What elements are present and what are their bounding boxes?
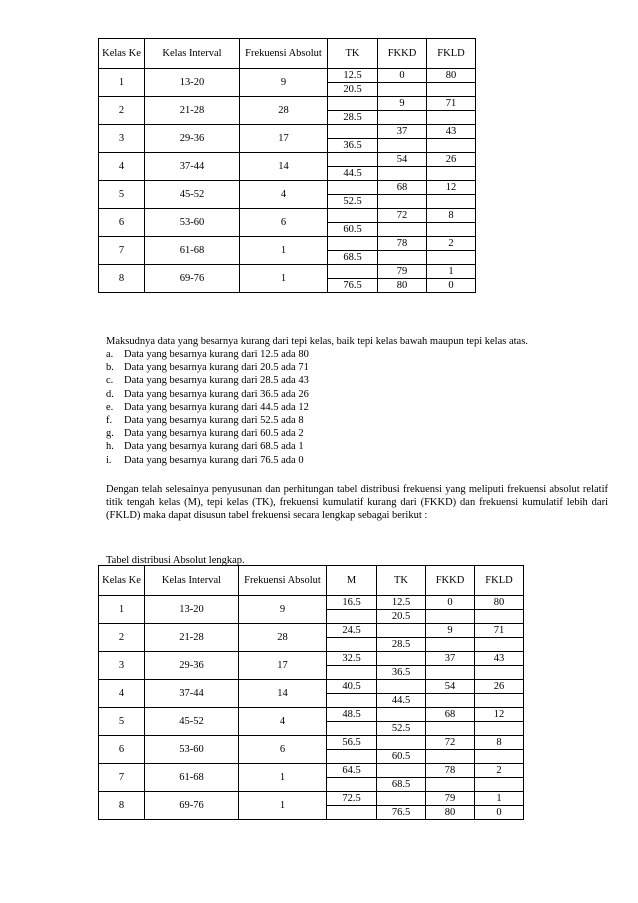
table-row [99, 764, 524, 778]
list-item [106, 374, 608, 387]
table-row [99, 181, 476, 195]
cell-fkld: 12 [427, 181, 476, 195]
cell-tk-top [328, 209, 378, 223]
list-item [106, 388, 608, 401]
cell-interval: 21-28 [145, 624, 239, 652]
cell-fkkd-empty [378, 195, 427, 209]
cell-frekuensi: 4 [240, 181, 328, 209]
cell-fkkd-empty [426, 778, 475, 792]
cell-tk-bottom: 60.5 [328, 223, 378, 237]
cell-fkld: 1 [475, 792, 524, 806]
cell-fkld: 12 [475, 708, 524, 722]
list-text: Data yang besarnya kurang dari 12.5 ada 80 [124, 349, 309, 360]
cell-fkkd-empty [378, 111, 427, 125]
cell-frekuensi: 1 [239, 792, 327, 820]
cell-tk-top [328, 181, 378, 195]
cell-fkld: 80 [475, 596, 524, 610]
cell-fkkd: 79 [378, 265, 427, 279]
cell-fkkd-final: 80 [426, 806, 475, 820]
header-frekuensi: Frekuensi Absolut [240, 39, 328, 69]
cell-fkkd: 72 [426, 736, 475, 750]
table-row [99, 680, 524, 694]
cell-fkld: 80 [427, 69, 476, 83]
cell-fkkd: 9 [378, 97, 427, 111]
cell-m: 56.5 [327, 736, 377, 750]
cell-tk-bottom: 76.5 [377, 806, 426, 820]
list-marker: h. [106, 441, 114, 453]
cell-tk-bottom: 68.5 [377, 778, 426, 792]
cell-frekuensi: 1 [240, 265, 328, 293]
list-item [106, 414, 608, 427]
list-marker: i. [106, 454, 112, 466]
cell-fkld-empty [427, 83, 476, 97]
table-header-row [99, 39, 476, 69]
cell-tk-bottom: 20.5 [328, 83, 378, 97]
cell-tk-top [328, 125, 378, 139]
cell-interval: 69-76 [145, 265, 240, 293]
cell-fkkd: 68 [378, 181, 427, 195]
cell-fkld-empty [427, 223, 476, 237]
cell-m-empty [327, 750, 377, 764]
table-row [99, 624, 524, 638]
cell-fkkd-empty [378, 167, 427, 181]
cell-tk-top [328, 237, 378, 251]
header-fkld: FKLD [475, 566, 524, 596]
cell-kelas: 6 [99, 209, 145, 237]
cell-tk-top [377, 736, 426, 750]
cell-fkld: 8 [475, 736, 524, 750]
cell-fkkd-empty [378, 223, 427, 237]
header-frekuensi: Frekuensi Absolut [239, 566, 327, 596]
cell-kelas: 3 [99, 652, 145, 680]
list-text: Data yang besarnya kurang dari 52.5 ada 8 [124, 414, 304, 426]
cell-frekuensi: 4 [239, 708, 327, 736]
cell-fkkd-empty [378, 83, 427, 97]
cell-fkld: 1 [427, 265, 476, 279]
cell-fkkd: 78 [378, 237, 427, 251]
cell-interval: 21-28 [145, 97, 240, 125]
cell-kelas: 6 [99, 736, 145, 764]
cell-fkkd-empty [426, 638, 475, 652]
cell-tk-top: 12.5 [328, 69, 378, 83]
cell-fkkd-empty [426, 750, 475, 764]
cell-kelas: 5 [99, 708, 145, 736]
list-text: Data yang besarnya kurang dari 28.5 ada 43 [124, 375, 309, 387]
cell-tk-top [377, 764, 426, 778]
cell-m-empty [327, 638, 377, 652]
cell-interval: 13-20 [145, 69, 240, 97]
cell-fkld-empty [427, 111, 476, 125]
cell-m: 40.5 [327, 680, 377, 694]
cell-fkld: 26 [475, 680, 524, 694]
cell-fkld-empty [427, 139, 476, 153]
list-marker: f. [106, 414, 113, 426]
cell-kelas: 1 [99, 596, 145, 624]
cell-fkld: 2 [427, 237, 476, 251]
list-item [106, 348, 608, 361]
cell-kelas: 7 [99, 764, 145, 792]
cell-m-empty [327, 610, 377, 624]
cell-frekuensi: 17 [239, 652, 327, 680]
list-item [106, 361, 608, 374]
cell-frekuensi: 1 [240, 237, 328, 265]
cell-interval: 45-52 [145, 708, 239, 736]
cell-frekuensi: 17 [240, 125, 328, 153]
cell-interval: 69-76 [145, 792, 239, 820]
cell-frekuensi: 9 [240, 69, 328, 97]
list-text: Data yang besarnya kurang dari 36.5 ada 26 [124, 388, 309, 400]
cell-tk-bottom: 36.5 [377, 666, 426, 680]
cell-fkkd: 78 [426, 764, 475, 778]
cell-interval: 37-44 [145, 153, 240, 181]
cell-fkld-empty [475, 722, 524, 736]
table-row [99, 792, 524, 806]
list-item [106, 427, 608, 440]
cell-fkkd: 37 [378, 125, 427, 139]
cell-tk-top [377, 680, 426, 694]
cell-fkld-empty [475, 666, 524, 680]
cell-frekuensi: 14 [240, 153, 328, 181]
cell-frekuensi: 14 [239, 680, 327, 708]
cell-tk-top [328, 97, 378, 111]
cell-tk-bottom: 44.5 [377, 694, 426, 708]
list-text: Data yang besarnya kurang dari 44.5 ada 12 [124, 401, 309, 413]
cell-m: 32.5 [327, 652, 377, 666]
cell-fkld: 43 [427, 125, 476, 139]
boundary-list [106, 348, 608, 467]
cell-m: 24.5 [327, 624, 377, 638]
cell-fkkd: 0 [378, 69, 427, 83]
list-text: Data yang besarnya kurang dari 68.5 ada 1 [124, 441, 304, 453]
cell-fkld: 2 [475, 764, 524, 778]
frequency-table-1 [98, 38, 476, 293]
cell-frekuensi: 6 [240, 209, 328, 237]
cell-frekuensi: 28 [240, 97, 328, 125]
cell-fkld-empty [475, 610, 524, 624]
cell-fkkd-empty [378, 251, 427, 265]
cell-fkld-final: 0 [427, 279, 476, 293]
cell-tk-bottom: 44.5 [328, 167, 378, 181]
cell-fkkd: 9 [426, 624, 475, 638]
cell-kelas: 4 [99, 153, 145, 181]
cell-fkld: 26 [427, 153, 476, 167]
cell-tk-top [328, 153, 378, 167]
table-row [99, 97, 476, 111]
table2-caption: Tabel distribusi Absolut lengkap. [106, 555, 245, 566]
cell-tk-bottom: 52.5 [328, 195, 378, 209]
cell-tk-top: 12.5 [377, 596, 426, 610]
cell-tk-bottom: 20.5 [377, 610, 426, 624]
table-row [99, 265, 476, 279]
cell-fkld: 71 [427, 97, 476, 111]
cell-tk-top [328, 265, 378, 279]
header-fkkd: FKKD [426, 566, 475, 596]
cell-tk-top [377, 652, 426, 666]
cell-fkld-empty [475, 638, 524, 652]
cell-kelas: 3 [99, 125, 145, 153]
cell-kelas: 1 [99, 69, 145, 97]
cell-m: 48.5 [327, 708, 377, 722]
table-row [99, 237, 476, 251]
list-text: Data yang besarnya kurang dari 20.5 ada 71 [124, 362, 309, 374]
cell-frekuensi: 6 [239, 736, 327, 764]
header-fkkd: FKKD [378, 39, 427, 69]
cell-fkld: 8 [427, 209, 476, 223]
cell-tk-bottom: 76.5 [328, 279, 378, 293]
list-text: Data yang besarnya kurang dari 60.5 ada 2 [124, 428, 304, 440]
cell-m-empty [327, 806, 377, 820]
cell-fkld-empty [475, 750, 524, 764]
list-item [106, 440, 608, 453]
cell-fkkd: 0 [426, 596, 475, 610]
cell-fkkd: 54 [426, 680, 475, 694]
cell-kelas: 7 [99, 237, 145, 265]
cell-fkkd-empty [378, 139, 427, 153]
cell-interval: 13-20 [145, 596, 239, 624]
cell-fkld-empty [427, 251, 476, 265]
header-kelas: Kelas Ke [99, 39, 145, 69]
header-fkld: FKLD [427, 39, 476, 69]
cell-tk-bottom: 36.5 [328, 139, 378, 153]
cell-m: 64.5 [327, 764, 377, 778]
cell-frekuensi: 1 [239, 764, 327, 792]
cell-kelas: 8 [99, 792, 145, 820]
cell-tk-bottom: 52.5 [377, 722, 426, 736]
cell-fkkd-final: 80 [378, 279, 427, 293]
cell-interval: 53-60 [145, 736, 239, 764]
cell-tk-top [377, 792, 426, 806]
list-marker: b. [106, 362, 114, 374]
cell-m: 72.5 [327, 792, 377, 806]
cell-kelas: 2 [99, 97, 145, 125]
table-row [99, 708, 524, 722]
cell-kelas: 5 [99, 181, 145, 209]
cell-frekuensi: 9 [239, 596, 327, 624]
cell-fkld-empty [427, 167, 476, 181]
cell-fkld: 43 [475, 652, 524, 666]
cell-kelas: 4 [99, 680, 145, 708]
table-header-row [99, 566, 524, 596]
cell-fkkd-empty [426, 722, 475, 736]
header-m: M [327, 566, 377, 596]
cell-interval: 29-36 [145, 125, 240, 153]
intro-text: Maksudnya data yang besarnya kurang dari tepi kelas, baik tepi kelas bawah maupun tepi kelas atas. [106, 336, 528, 347]
cell-kelas: 8 [99, 265, 145, 293]
table-row [99, 209, 476, 223]
cell-m-empty [327, 666, 377, 680]
list-text: Data yang besarnya kurang dari 76.5 ada 0 [124, 454, 304, 466]
list-marker: c. [106, 375, 114, 387]
cell-fkld-final: 0 [475, 806, 524, 820]
cell-interval: 53-60 [145, 209, 240, 237]
cell-fkkd-empty [426, 694, 475, 708]
list-item [106, 401, 608, 414]
summary-paragraph: Dengan telah selesainya penyusunan dan perhitungan tabel distribusi frekuensi yang meliputi frekuensi absolut relatif titik tengah kelas (M), tepi kelas (TK), frekuensi kumulatif kurang dari (FKKD) dan frekuensi kumulatif lebih dari (FKLD) maka dapat disusun tabel frekuensi secara lengkap sebagai berikut : [106, 484, 608, 522]
cell-interval: 45-52 [145, 181, 240, 209]
cell-fkkd: 79 [426, 792, 475, 806]
cell-fkld-empty [427, 195, 476, 209]
cell-fkkd-empty [426, 610, 475, 624]
cell-fkld-empty [475, 778, 524, 792]
cell-m-empty [327, 778, 377, 792]
cell-m: 16.5 [327, 596, 377, 610]
header-kelas: Kelas Ke [99, 566, 145, 596]
table-row [99, 153, 476, 167]
cell-frekuensi: 28 [239, 624, 327, 652]
table-row [99, 736, 524, 750]
cell-interval: 61-68 [145, 764, 239, 792]
table-row [99, 125, 476, 139]
header-tk: TK [328, 39, 378, 69]
cell-fkkd: 37 [426, 652, 475, 666]
cell-tk-bottom: 28.5 [377, 638, 426, 652]
cell-fkld-empty [475, 694, 524, 708]
cell-tk-top [377, 624, 426, 638]
list-marker: g. [106, 428, 114, 440]
cell-kelas: 2 [99, 624, 145, 652]
cell-tk-bottom: 60.5 [377, 750, 426, 764]
cell-fkkd-empty [426, 666, 475, 680]
cell-fkkd: 54 [378, 153, 427, 167]
list-marker: a. [106, 349, 114, 360]
frequency-table-2 [98, 565, 524, 820]
cell-interval: 61-68 [145, 237, 240, 265]
list-marker: e. [106, 401, 114, 413]
list-item [106, 454, 608, 467]
cell-interval: 37-44 [145, 680, 239, 708]
cell-fkkd: 72 [378, 209, 427, 223]
table-row [99, 69, 476, 83]
table-row [99, 652, 524, 666]
cell-tk-bottom: 68.5 [328, 251, 378, 265]
header-interval: Kelas Interval [145, 566, 239, 596]
cell-interval: 29-36 [145, 652, 239, 680]
cell-tk-top [377, 708, 426, 722]
cell-fkld: 71 [475, 624, 524, 638]
cell-fkkd: 68 [426, 708, 475, 722]
cell-m-empty [327, 694, 377, 708]
table-row [99, 596, 524, 610]
header-tk: TK [377, 566, 426, 596]
cell-m-empty [327, 722, 377, 736]
list-marker: d. [106, 388, 114, 400]
header-interval: Kelas Interval [145, 39, 240, 69]
cell-tk-bottom: 28.5 [328, 111, 378, 125]
